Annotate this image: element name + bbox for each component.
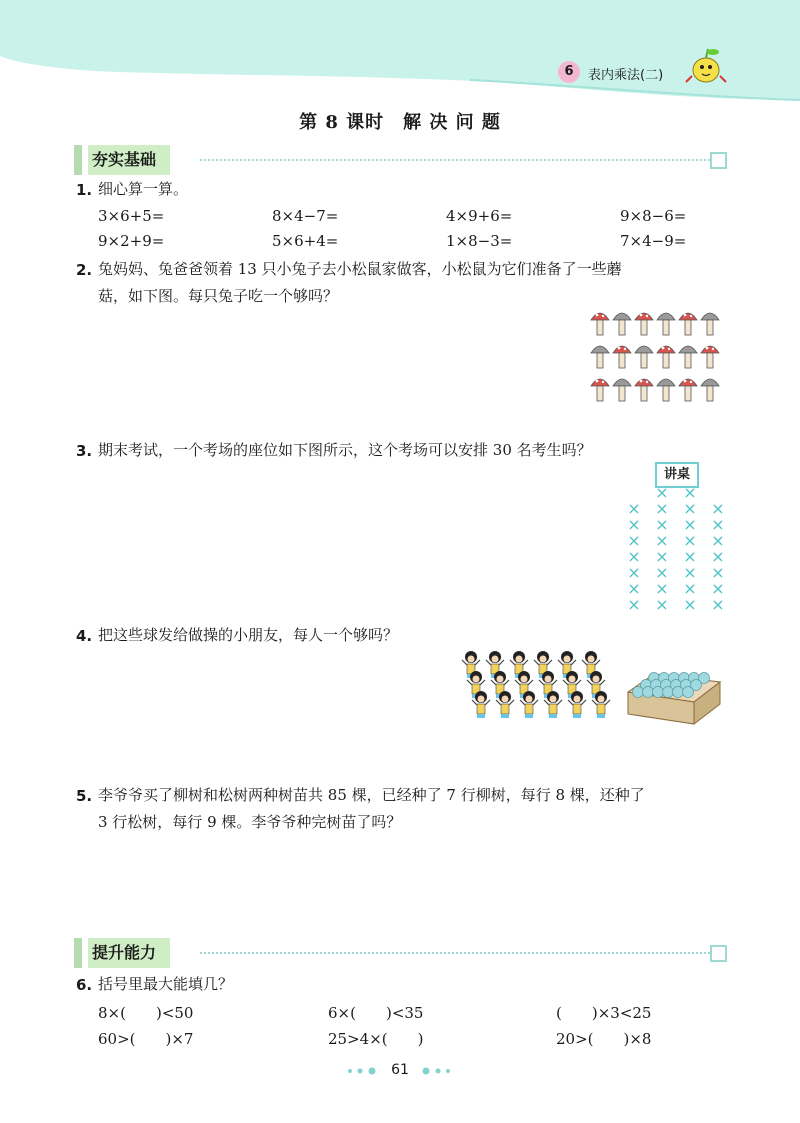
question-number-1: 1.: [76, 181, 93, 199]
page-number: 61: [391, 1062, 409, 1078]
seat-mark: ×: [655, 563, 669, 582]
seat-mark: ×: [627, 515, 641, 534]
pear-mascot-icon: [684, 46, 730, 86]
calc-item: 5×6+4=: [272, 232, 339, 250]
question-6-text: 括号里最大能填几？: [98, 975, 234, 993]
section-divider: [200, 952, 710, 954]
children-exercising-image: [458, 648, 616, 726]
header-band: [0, 0, 800, 110]
mushroom-icon: [613, 313, 631, 335]
mushroom-icon: [591, 313, 609, 335]
chapter-number-badge: 6: [558, 61, 580, 83]
section-label-basic: 夯实基础: [88, 145, 170, 175]
section-label-advanced: 提升能力: [88, 938, 170, 968]
page-number-dots-right: [418, 1066, 454, 1076]
seat-mark: ×: [711, 547, 725, 566]
seat-mark: ×: [655, 595, 669, 614]
ball-icon: [663, 687, 674, 698]
calc-item: 8×4−7=: [272, 207, 339, 225]
mushroom-icon: [613, 346, 631, 368]
seat-mark: ×: [711, 563, 725, 582]
mushroom-icon: [657, 379, 675, 401]
mushroom-icon: [635, 379, 653, 401]
seat-mark: ×: [627, 595, 641, 614]
section-divider: [200, 159, 710, 161]
seat-mark: ×: [655, 579, 669, 598]
fill-blank-item: ( )×3<25: [556, 1004, 652, 1022]
question-1-text: 细心算一算。: [98, 180, 189, 198]
mushroom-icon: [679, 346, 697, 368]
chapter-title: 表内乘法(二): [588, 68, 664, 83]
seat-mark: ×: [683, 563, 697, 582]
calc-item: 3×6+5=: [98, 207, 165, 225]
seat-mark: ×: [655, 486, 669, 502]
calc-item: 9×8−6=: [620, 207, 687, 225]
mushroom-icon: [635, 313, 653, 335]
mushroom-icon: [613, 379, 631, 401]
seat-layout-image: [620, 486, 730, 622]
seat-mark: ×: [683, 515, 697, 534]
fill-blank-item: 20>( )×8: [556, 1030, 652, 1048]
section-header-advanced: [74, 938, 730, 968]
section-bar: [74, 938, 82, 968]
calc-item: 9×2+9=: [98, 232, 165, 250]
seat-mark: ×: [627, 579, 641, 598]
seat-mark: ×: [627, 563, 641, 582]
seat-mark: ×: [711, 579, 725, 598]
seat-mark: ×: [655, 515, 669, 534]
seat-mark: ×: [683, 531, 697, 550]
question-number-3: 3.: [76, 442, 93, 460]
section-end-box: [710, 945, 727, 962]
ball-box-image: [624, 652, 722, 726]
mushroom-icon: [701, 346, 719, 368]
seat-mark: ×: [683, 595, 697, 614]
question-2-line2: 菇，如下图。每只兔子吃一个够吗？: [98, 287, 339, 305]
question-5-line1: 李爷爷买了柳树和松树两种树苗共 85 棵，已经种了 7 行柳树，每行 8 棵，还种了: [98, 786, 645, 804]
seat-mark: ×: [683, 547, 697, 566]
teacher-desk-label: 讲桌: [655, 462, 699, 488]
calc-item: 7×4−9=: [620, 232, 687, 250]
section-header-basic: [74, 145, 730, 175]
question-number-2: 2.: [76, 261, 93, 279]
seat-mark: ×: [627, 499, 641, 518]
question-2-line1: 兔妈妈、兔爸爸领着 13 只小兔子去小松鼠家做客，小松鼠为它们准备了一些蘑: [98, 260, 622, 278]
ball-icon: [683, 687, 694, 698]
fill-blank-item: 6×( )<35: [328, 1004, 424, 1022]
mushroom-icon: [657, 313, 675, 335]
question-4-text: 把这些球发给做操的小朋友，每人一个够吗？: [98, 626, 399, 644]
seat-mark: ×: [711, 499, 725, 518]
seat-mark: ×: [683, 499, 697, 518]
mushroom-grid-image: [588, 306, 726, 410]
seat-mark: ×: [627, 531, 641, 550]
mushroom-icon: [701, 379, 719, 401]
question-number-5: 5.: [76, 787, 93, 805]
lesson-title: 第 8 课时 解 决 问 题: [299, 112, 501, 133]
mushroom-icon: [679, 313, 697, 335]
fill-blank-item: 8×( )<50: [98, 1004, 194, 1022]
ball-icon: [643, 687, 654, 698]
section-bar: [74, 145, 82, 175]
seat-mark: ×: [655, 499, 669, 518]
mushroom-icon: [635, 346, 653, 368]
ball-icon: [633, 687, 644, 698]
mushroom-icon: [701, 313, 719, 335]
question-number-4: 4.: [76, 627, 93, 645]
ball-icon: [653, 687, 664, 698]
mushroom-icon: [679, 379, 697, 401]
fill-blank-item: 60>( )×7: [98, 1030, 194, 1048]
seat-mark: ×: [683, 486, 697, 502]
question-5-line2: 3 行松树，每行 9 棵。李爷爷种完树苗了吗？: [98, 813, 402, 831]
seat-mark: ×: [627, 547, 641, 566]
ball-icon: [673, 687, 684, 698]
mushroom-icon: [657, 346, 675, 368]
question-3-text: 期末考试，一个考场的座位如下图所示，这个考场可以安排 30 名考生吗？: [98, 441, 592, 459]
calc-item: 4×9+6=: [446, 207, 513, 225]
mushroom-icon: [591, 379, 609, 401]
question-number-6: 6.: [76, 976, 93, 994]
seat-mark: ×: [655, 531, 669, 550]
calc-item: 1×8−3=: [446, 232, 513, 250]
section-end-box: [710, 152, 727, 169]
mushroom-icon: [591, 346, 609, 368]
seat-mark: ×: [711, 515, 725, 534]
seat-mark: ×: [711, 595, 725, 614]
fill-blank-item: 25>4×( ): [328, 1030, 424, 1048]
seat-mark: ×: [655, 547, 669, 566]
seat-mark: ×: [683, 579, 697, 598]
seat-mark: ×: [711, 531, 725, 550]
